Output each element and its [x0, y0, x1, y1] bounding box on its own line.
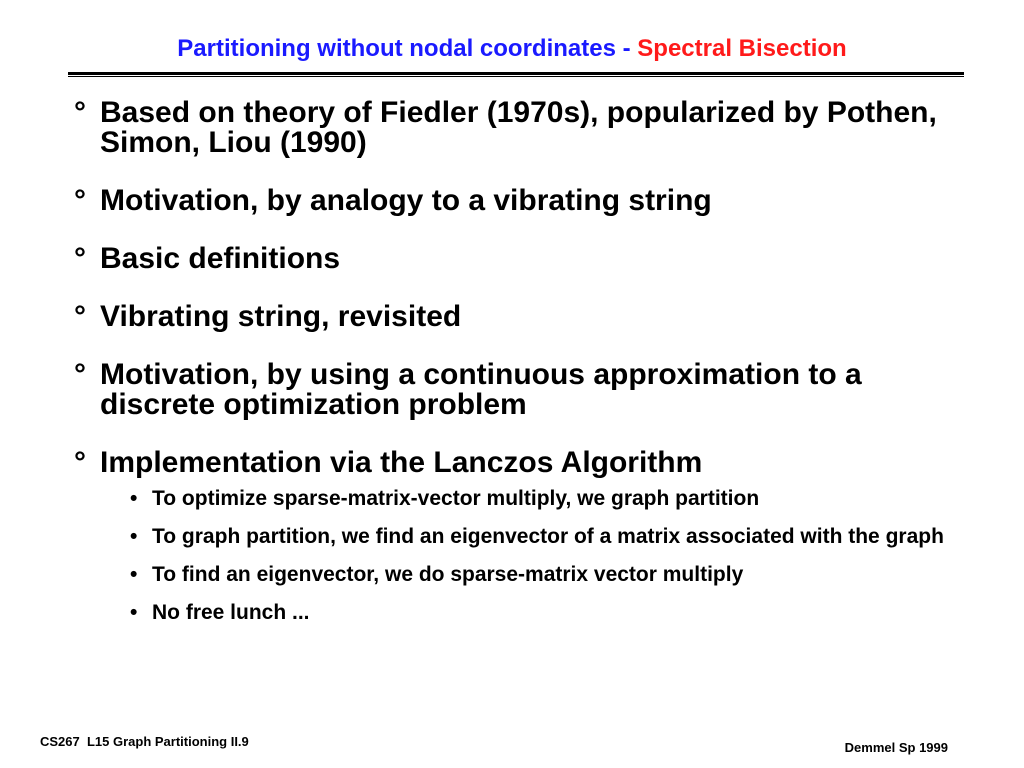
- bullet-degree-icon: °: [74, 446, 86, 479]
- sub-bullet-dot-icon: •: [130, 487, 138, 510]
- bullet-degree-icon: °: [74, 358, 86, 391]
- bullet-item: [72, 98, 952, 158]
- sub-bullet-text: To find an eigenvector, we do sparse-matrix vector multiply: [152, 563, 744, 586]
- bullet-degree-icon: °: [74, 96, 86, 129]
- sub-bullet-text: No free lunch ...: [152, 601, 310, 624]
- sub-bullet-item: [128, 600, 952, 626]
- bullet-item: [72, 244, 952, 274]
- bullet-text: Implementation via the Lanczos Algorithm: [100, 446, 703, 479]
- bullet-text: Motivation, by analogy to a vibrating string: [100, 184, 712, 217]
- bullet-item: [72, 186, 952, 216]
- bullet-text: Vibrating string, revisited: [100, 300, 462, 333]
- footer-author-label: Demmel Sp 1999: [844, 740, 948, 755]
- bullet-item: [72, 360, 952, 420]
- bullet-text: Motivation, by using a continuous approximation to a discrete optimization problem: [100, 358, 862, 421]
- sub-bullet-item: [128, 562, 952, 588]
- bullet-text: Based on theory of Fiedler (1970s), popularized by Pothen, Simon, Liou (1990): [100, 96, 937, 159]
- sub-bullet-dot-icon: •: [130, 601, 138, 624]
- title-highlight: Spectral Bisection: [637, 35, 847, 62]
- sub-bullet-dot-icon: •: [130, 563, 138, 586]
- sub-bullet-text: To graph partition, we find an eigenvector of a matrix associated with the graph: [152, 525, 944, 548]
- bullet-text: Basic definitions: [100, 242, 341, 275]
- slide-title: [0, 34, 1024, 64]
- sub-bullet-item: [128, 486, 952, 512]
- bullet-item: [72, 448, 952, 478]
- title-main: Partitioning without nodal coordinates -: [177, 35, 638, 62]
- bullet-degree-icon: °: [74, 300, 86, 333]
- title-divider: [68, 72, 964, 77]
- bullet-list: [72, 98, 952, 638]
- sub-bullet-text: To optimize sparse-matrix-vector multiply, we graph partition: [152, 487, 760, 510]
- bullet-degree-icon: °: [74, 184, 86, 217]
- sub-bullet-dot-icon: •: [130, 525, 138, 548]
- sub-bullet-item: [128, 524, 952, 550]
- sub-bullet-list: [72, 486, 952, 626]
- footer-course-label: CS267 L15 Graph Partitioning II.9: [40, 734, 249, 749]
- bullet-item: [72, 302, 952, 332]
- bullet-degree-icon: °: [74, 242, 86, 275]
